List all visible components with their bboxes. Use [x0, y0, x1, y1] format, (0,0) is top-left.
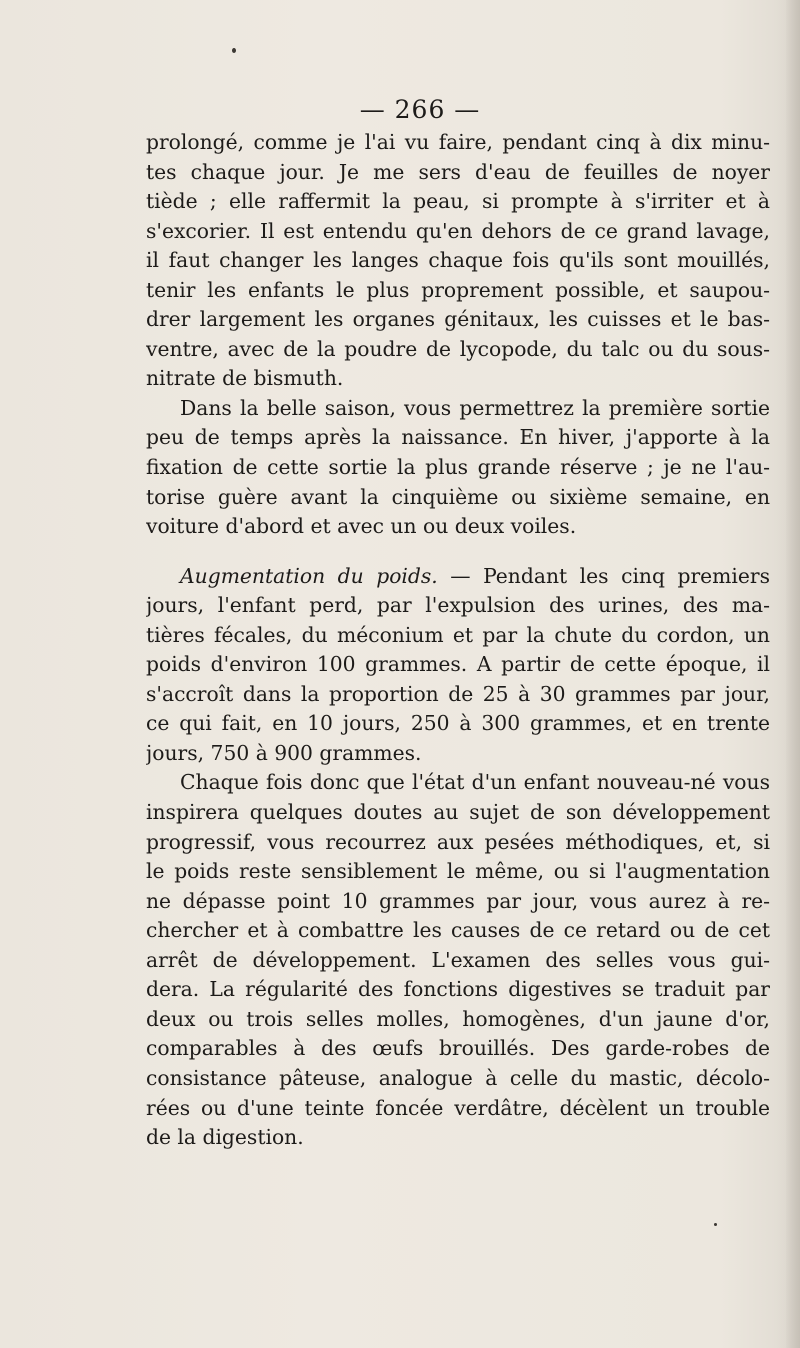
text-line: progressif, vous recourrez aux pesées méthodiques, et, si [146, 829, 770, 854]
text-line: tières fécales, du méconium et par la chute du cordon, un [146, 622, 770, 647]
text-line: dera. La régularité des fonctions digestives se traduit par [146, 977, 770, 1002]
paragraph [146, 394, 770, 542]
text-line [146, 562, 770, 592]
paragraph [146, 768, 770, 1152]
text-line: Dans la belle saison, vous permettrez la première sortie [180, 395, 770, 420]
text-line: arrêt de développement. L'examen des selles vous gui- [146, 947, 770, 972]
text-line: voiture d'abord et avec un ou deux voiles. [146, 514, 577, 539]
paragraph [146, 562, 770, 769]
text-line: chercher et à combattre les causes de ce retard ou de cet [146, 918, 770, 943]
text-line: ventre, avec de la poudre de lycopode, du talc ou du sous- [146, 336, 770, 361]
text-line: torise guère avant la cinquième ou sixième semaine, en [146, 484, 770, 509]
page-number: — 266 — [359, 95, 481, 124]
section-heading: Augmentation du poids. [180, 563, 438, 588]
text-line: tiède ; elle raffermit la peau, si prompte à s'irriter et à [146, 189, 770, 214]
text-line: drer largement les organes génitaux, les cuisses et le bas- [146, 307, 770, 332]
paragraph [146, 128, 770, 394]
text-line: s'accroît dans la proportion de 25 à 30 grammes par jour, [146, 681, 770, 706]
text-line: jours, 750 à 900 grammes. [146, 740, 422, 765]
text-line: inspirera quelques doutes au sujet de son développement [146, 800, 770, 825]
text-line: comparables à des œufs brouillés. Des garde-robes de [146, 1036, 770, 1061]
ink-speck [232, 48, 236, 53]
text-line: tenir les enfants le plus proprement possible, et saupou- [146, 277, 770, 302]
text-line: ne dépasse point 10 grammes par jour, vous aurez à re- [146, 888, 770, 913]
text-line: poids d'environ 100 grammes. A partir de cette époque, il [146, 652, 770, 677]
text-line: ce qui fait, en 10 jours, 250 à 300 grammes, et en trente [146, 711, 770, 736]
text-run: — Pendant les cinq premiers [437, 563, 770, 588]
text-line: rées ou d'une teinte foncée verdâtre, décèlent un trouble [146, 1095, 770, 1120]
text-line: peu de temps après la naissance. En hiver, j'apporte à la [146, 425, 770, 450]
page-edge-shadow [786, 0, 800, 1348]
text-line: jours, l'enfant perd, par l'expulsion des urines, des ma- [146, 593, 770, 618]
text-line: le poids reste sensiblement le même, ou si l'augmentation [146, 859, 770, 884]
text-line: s'excorier. Il est entendu qu'en dehors de ce grand lavage, [146, 218, 770, 243]
ink-speck [714, 1223, 717, 1226]
body-text [146, 128, 770, 1153]
text-line: il faut changer les langes chaque fois qu'ils sont mouillés, [146, 248, 770, 273]
text-line: tes chaque jour. Je me sers d'eau de feuilles de noyer [146, 159, 770, 184]
text-line: Chaque fois donc que l'état d'un enfant nouveau-né vous [180, 770, 770, 795]
text-line: prolongé, comme je l'ai vu faire, pendant cinq à dix minu- [146, 130, 770, 154]
text-line: consistance pâteuse, analogue à celle du mastic, décolo- [146, 1065, 770, 1090]
paragraph-gap [146, 542, 770, 562]
text-line: de la digestion. [146, 1125, 304, 1150]
text-line: fixation de cette sortie la plus grande réserve ; je ne l'au- [146, 455, 770, 480]
text-line: deux ou trois selles molles, homogènes, d'un jaune d'or, [146, 1006, 770, 1031]
text-line: nitrate de bismuth. [146, 366, 344, 391]
